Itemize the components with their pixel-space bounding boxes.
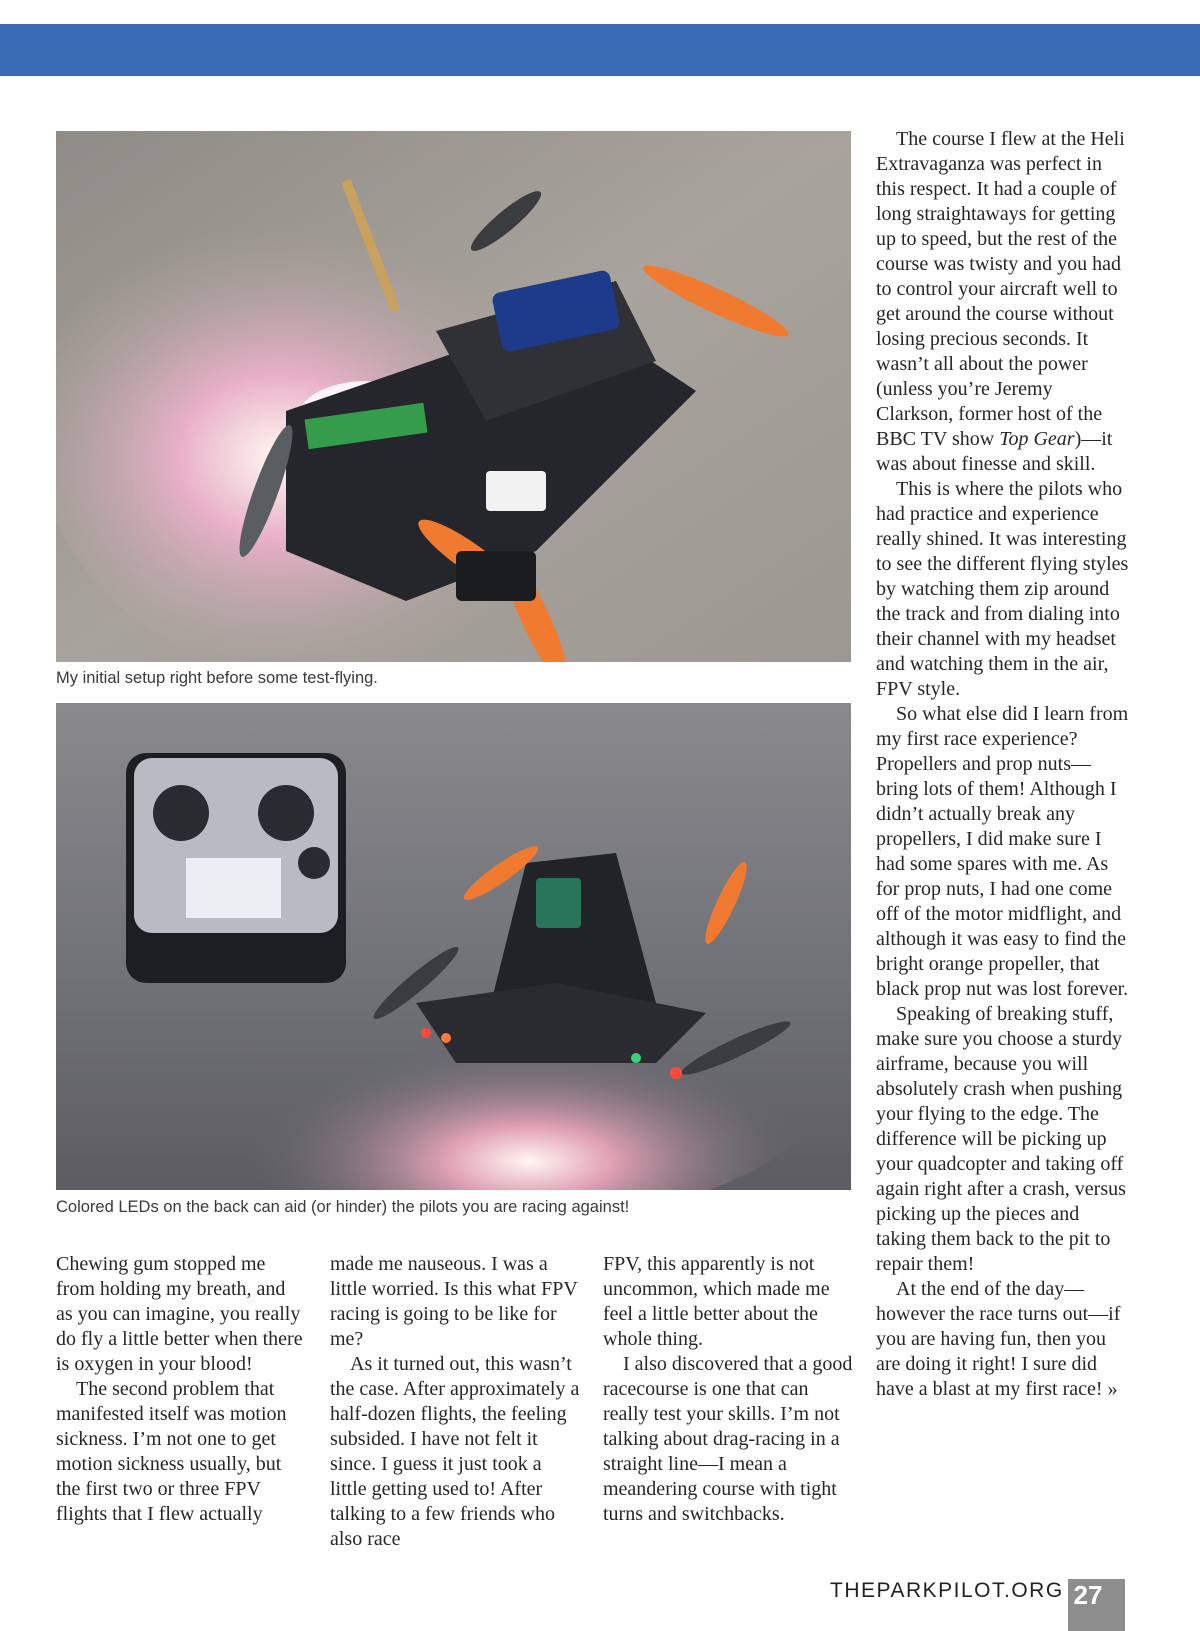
photo-caption: Colored LEDs on the back can aid (or hinder) the pilots you are racing against! [56, 1198, 630, 1216]
paragraph-text: The course I flew at the Heli Extravaganza was perfect in this respect. It had a couple of long straightaways for getting up to speed, but the rest of the course was twisty and you had to control your aircraft well to get around the course without losing precious seconds. It wasn’t all about the power (unless you’re Jeremy Clarkson, former host of the BBC TV show [876, 128, 1125, 450]
header-band [0, 24, 1200, 76]
quadcopter-photo [56, 131, 851, 662]
article-column-3 [603, 1252, 853, 1527]
paragraph: This is where the pilots who had practice and experience really shined. It was interesting to see the different flying styles by watching them zip around the track and from dialing into their channel with my headset and watching them in the air, FPV style. [876, 478, 1129, 700]
paragraph: FPV, this apparently is not uncommon, which made me feel a little better about the whole thing. [603, 1253, 830, 1350]
paragraph: I also discovered that a good racecourse is one that can really test your skills. I’m not talking about drag-racing in a straight line—I mean a meandering course with tight turns and switchbacks. [603, 1353, 853, 1525]
paragraph: Chewing gum stopped me from holding my breath, and as you can imagine, you really do fly a little better when there is oxygen in your blood! [56, 1253, 303, 1375]
paragraph: As it turned out, this wasn’t the case. After approximately a half-dozen flights, the feeling subsided. I have not felt it since. I guess it just took a little getting used to! After talking to a few friends who also race [330, 1353, 580, 1550]
website-url: THEPARKPILOT.ORG [830, 1579, 1064, 1602]
photo-caption: My initial setup right before some test-flying. [56, 669, 378, 687]
show-title: Top Gear [999, 428, 1075, 450]
paragraph: made me nauseous. I was a little worried. Is this what FPV racing is going to be like for me? [330, 1253, 578, 1350]
article-column-4 [876, 127, 1132, 1402]
article-column-1 [56, 1252, 306, 1527]
article-column-2 [330, 1252, 580, 1552]
transmitter-and-quadcopter-photo [56, 703, 851, 1190]
paragraph: So what else did I learn from my first race experience? Propellers and prop nuts—bring lots of them! Although I didn’t actually break any propellers, I did make sure I had some spares with me. As for prop nuts, I had one come off of the motor midflight, and although it was easy to find the bright orange propeller, that black prop nut was lost forever. [876, 703, 1129, 1000]
paragraph [876, 127, 1132, 477]
paragraph-text: )—it was about finesse and skill. [876, 428, 1113, 475]
page-number-box [1068, 1579, 1125, 1631]
paragraph: The second problem that manifested itself was motion sickness. I’m not one to get motion sickness usually, but the first two or three FPV flights that I flew actually [56, 1378, 287, 1525]
paragraph: At the end of the day—however the race turns out—if you are having fun, then you are doing it right! I sure did have a blast at my first race! » [876, 1278, 1121, 1400]
page-number: 27 [1073, 1580, 1103, 1610]
paragraph: Speaking of breaking stuff, make sure you choose a sturdy airframe, because you will absolutely crash when pushing your flying to the edge. The difference will be picking up your quadcopter and taking off again right after a crash, versus picking up the pieces and taking them back to the pit to repair them! [876, 1003, 1126, 1275]
